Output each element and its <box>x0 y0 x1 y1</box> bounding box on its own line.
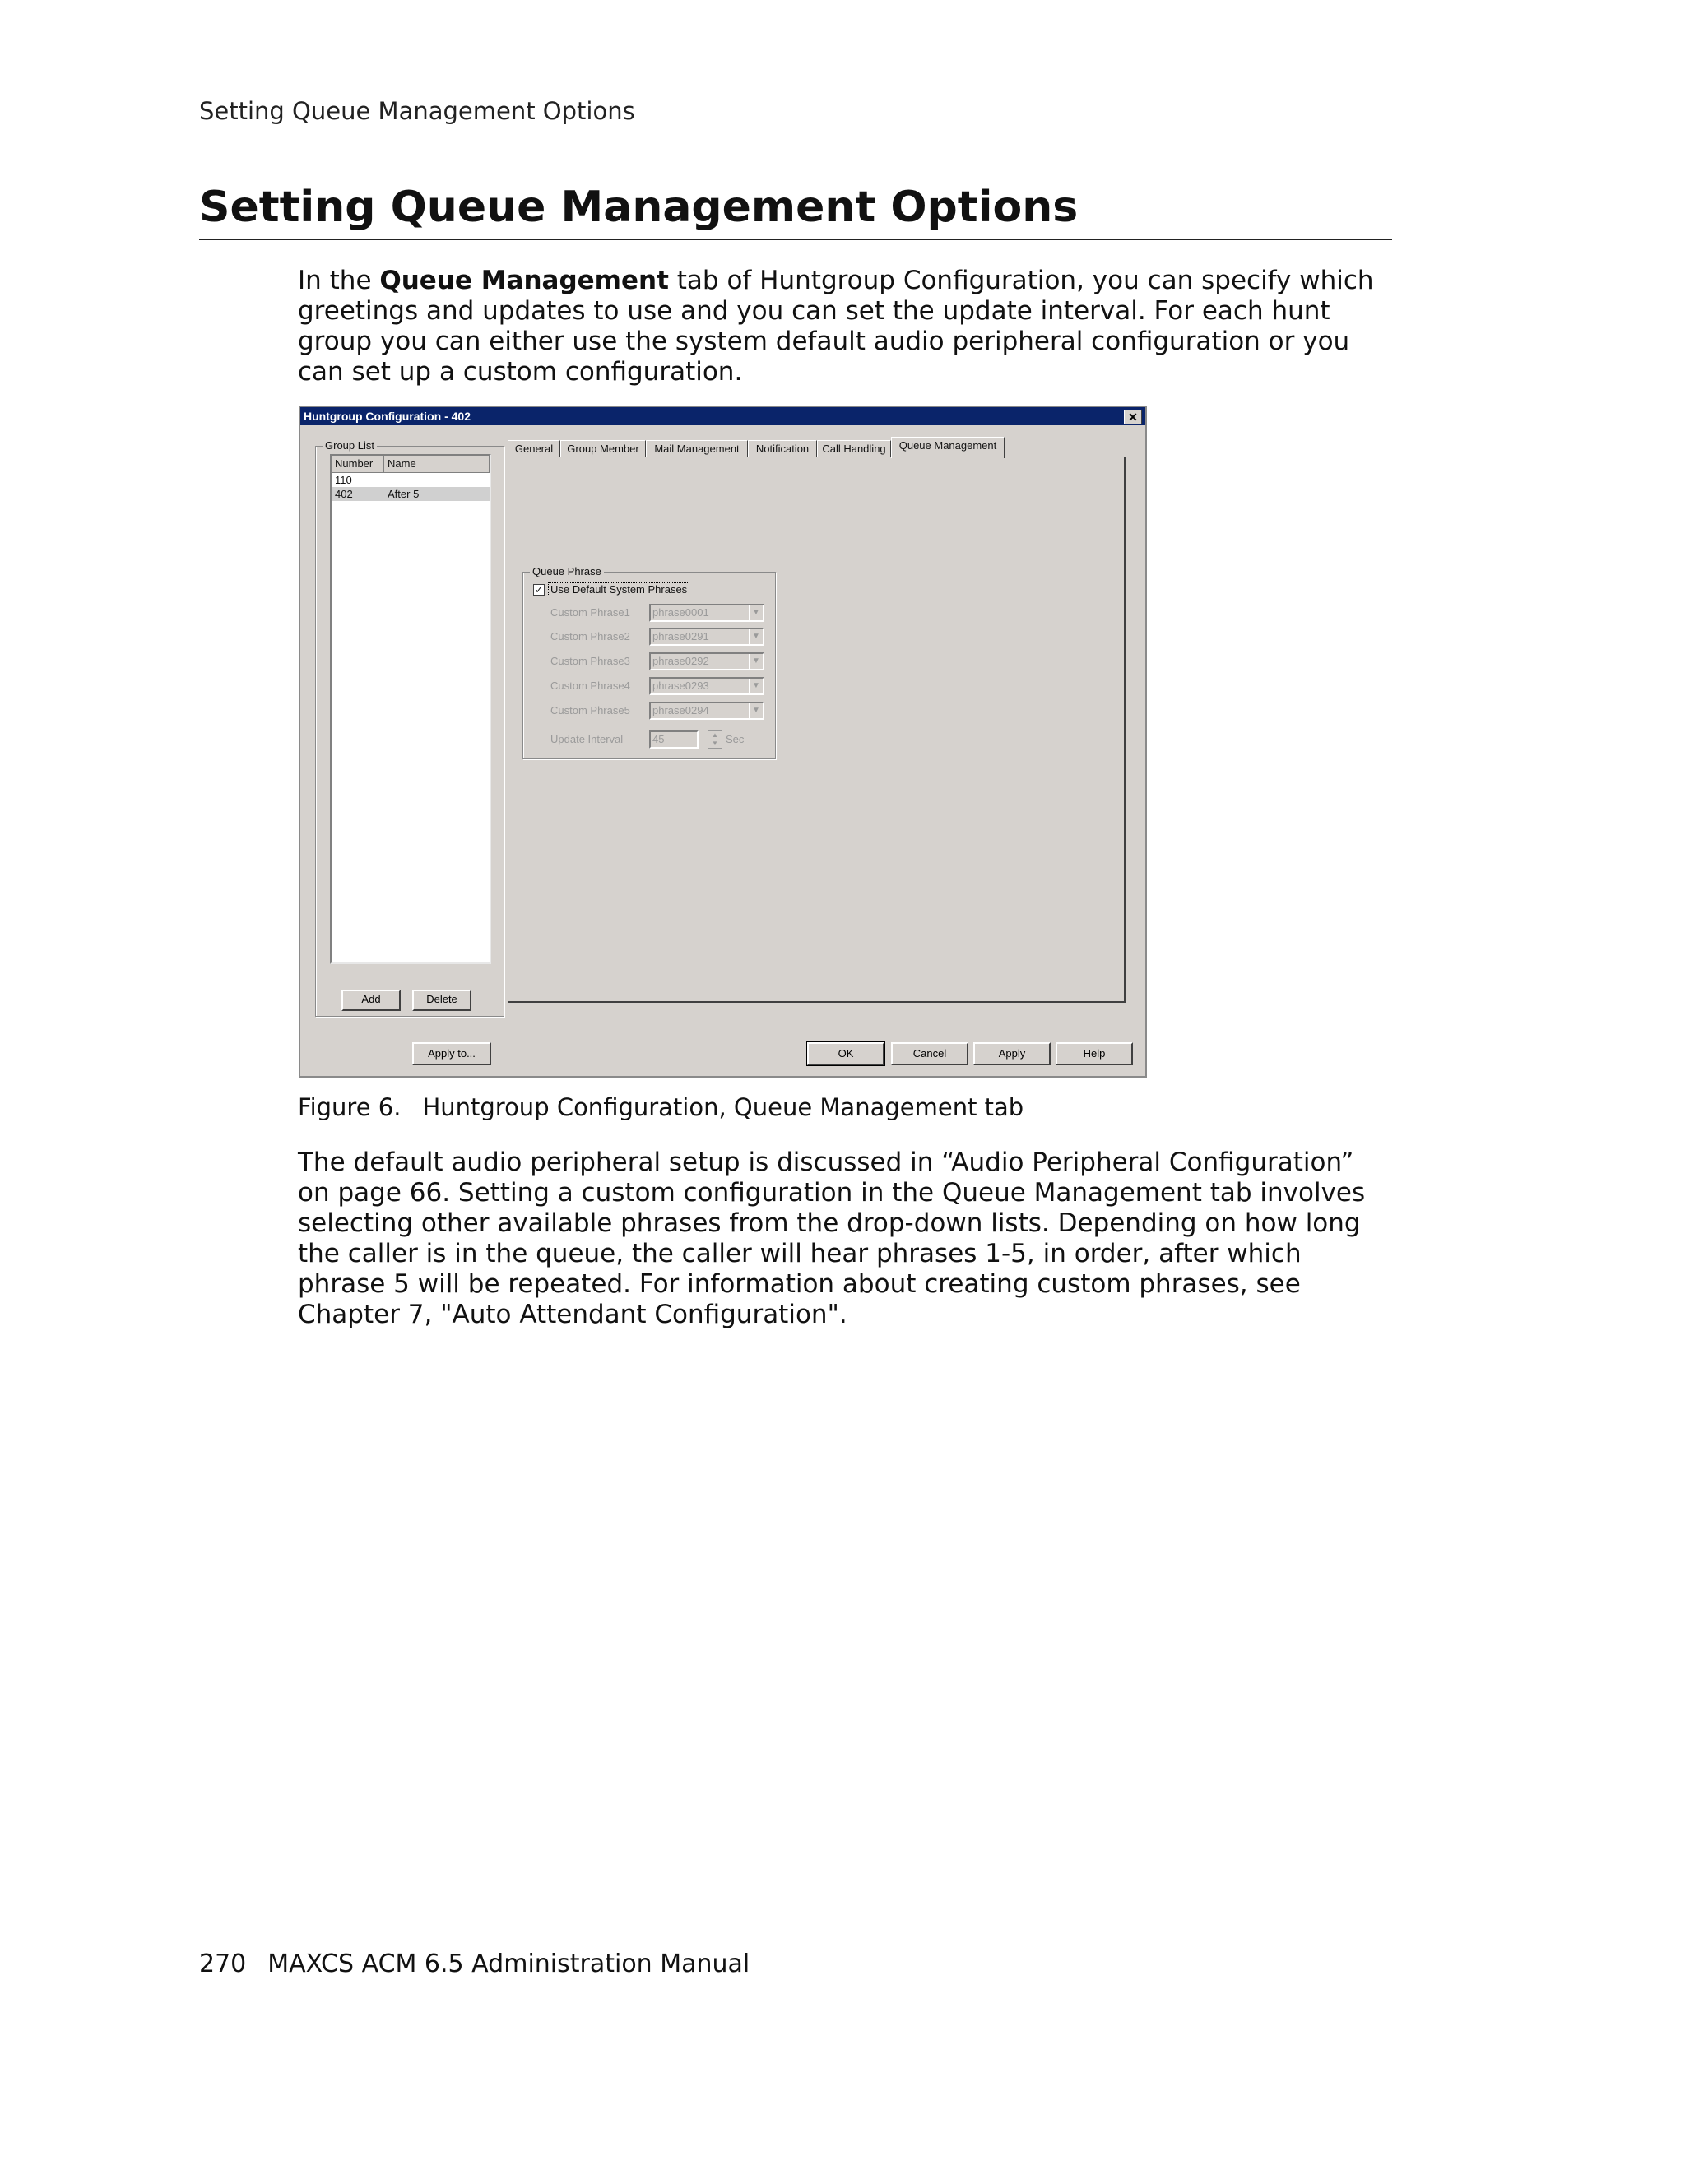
chevron-down-icon[interactable]: ▼ <box>749 654 763 669</box>
custom-phrase3-label: Custom Phrase3 <box>550 655 630 667</box>
row-number: 402 <box>335 488 353 500</box>
chevron-down-icon[interactable]: ▼ <box>749 605 763 620</box>
delete-button[interactable]: Delete <box>412 990 471 1011</box>
page-number: 270 <box>199 1950 247 1978</box>
ok-button[interactable]: OK <box>807 1042 884 1065</box>
custom-phrase3-select[interactable] <box>649 652 764 670</box>
custom-phrase1-label: Custom Phrase1 <box>550 606 630 619</box>
column-number[interactable]: Number <box>332 456 384 472</box>
use-default-phrases-label[interactable]: Use Default System Phrases <box>548 582 689 596</box>
tab-queue-management[interactable]: Queue Management <box>891 437 1005 458</box>
add-button[interactable]: Add <box>341 990 401 1011</box>
custom-phrase1-select[interactable] <box>649 604 764 622</box>
figure-number: Figure 6. <box>298 1093 402 1121</box>
group-list-label: Group List <box>323 439 377 452</box>
chevron-down-icon[interactable]: ▼ <box>749 703 763 718</box>
chevron-down-icon[interactable]: ▼ <box>749 679 763 693</box>
intro-paragraph <box>298 266 1392 387</box>
dialog-title: Huntgroup Configuration - 402 <box>304 410 471 423</box>
queue-phrase-legend: Queue Phrase <box>530 565 604 577</box>
custom-phrase5-select[interactable] <box>649 702 764 720</box>
custom-phrase4-select[interactable] <box>649 677 764 695</box>
page-title: Setting Queue Management Options <box>199 183 1392 240</box>
intro-text-after: tab of Huntgroup Configuration, you can specify which greetings and updates to use and you can set the update interval. For each hunt group you can either use the system default audio peripheral configuration or you can set up a custom configuration. <box>298 266 1374 387</box>
group-listbox[interactable] <box>330 454 491 964</box>
custom-phrase5-value: phrase0294 <box>652 704 709 716</box>
page-footer <box>199 1950 750 1978</box>
use-default-phrases-checkbox[interactable]: ✓ <box>534 584 544 596</box>
custom-phrase4-value: phrase0293 <box>652 679 709 692</box>
row-number: 110 <box>335 474 352 486</box>
tab-general[interactable]: General <box>508 440 560 457</box>
help-button[interactable]: Help <box>1056 1042 1133 1065</box>
custom-phrase1-value: phrase0001 <box>652 606 709 619</box>
custom-phrase5-label: Custom Phrase5 <box>550 704 630 716</box>
custom-phrase2-value: phrase0291 <box>652 630 709 642</box>
apply-to-button[interactable]: Apply to... <box>412 1042 491 1065</box>
row-name: After 5 <box>388 488 420 500</box>
cancel-button[interactable]: Cancel <box>891 1042 968 1065</box>
chevron-down-icon[interactable]: ▼ <box>749 629 763 644</box>
close-icon[interactable]: ✕ <box>1124 410 1142 424</box>
manual-title: MAXCS ACM 6.5 Administration Manual <box>267 1950 750 1978</box>
figure-caption-text: Huntgroup Configuration, Queue Management tab <box>422 1093 1024 1121</box>
list-header <box>332 456 490 473</box>
running-header: Setting Queue Management Options <box>199 97 635 125</box>
figure-caption <box>298 1093 1024 1121</box>
update-interval-unit: Sec <box>726 733 745 745</box>
tab-mail-management[interactable]: Mail Management <box>646 440 748 457</box>
update-interval-label: Update Interval <box>550 733 624 745</box>
body-paragraph: The default audio peripheral setup is discussed in “Audio Peripheral Configuration” on page 66. Setting a custom configuration in the Queue Management tab involves selecting other available phrases from the drop-down lists. Depending on how long the caller is in the queue, the caller will hear phrases 1-5, in order, after which phrase 5 will be repeated. For information about creating custom phrases, see Chapter 7, "Auto Attendant Configuration". <box>298 1148 1366 1329</box>
intro-text-before: In the <box>298 266 380 295</box>
custom-phrase3-value: phrase0292 <box>652 655 709 667</box>
tab-group-member[interactable]: Group Member <box>560 440 646 457</box>
list-item-selected[interactable] <box>332 487 490 501</box>
custom-phrase4-label: Custom Phrase4 <box>550 679 630 692</box>
dialog-title-bar <box>300 407 1145 425</box>
tab-notification[interactable]: Notification <box>748 440 817 457</box>
custom-phrase2-label: Custom Phrase2 <box>550 630 630 642</box>
spinner-icon[interactable]: ▲ ▼ <box>708 730 722 749</box>
tab-call-handling[interactable]: Call Handling <box>817 440 891 457</box>
list-item[interactable] <box>332 473 490 487</box>
intro-bold-term: Queue Management <box>379 266 669 295</box>
apply-button[interactable]: Apply <box>973 1042 1051 1065</box>
queue-phrase-group <box>522 565 776 759</box>
custom-phrase2-select[interactable] <box>649 628 764 646</box>
update-interval-input[interactable]: 45 <box>649 730 699 749</box>
huntgroup-configuration-dialog <box>299 406 1147 1078</box>
column-name[interactable]: Name <box>384 456 490 472</box>
